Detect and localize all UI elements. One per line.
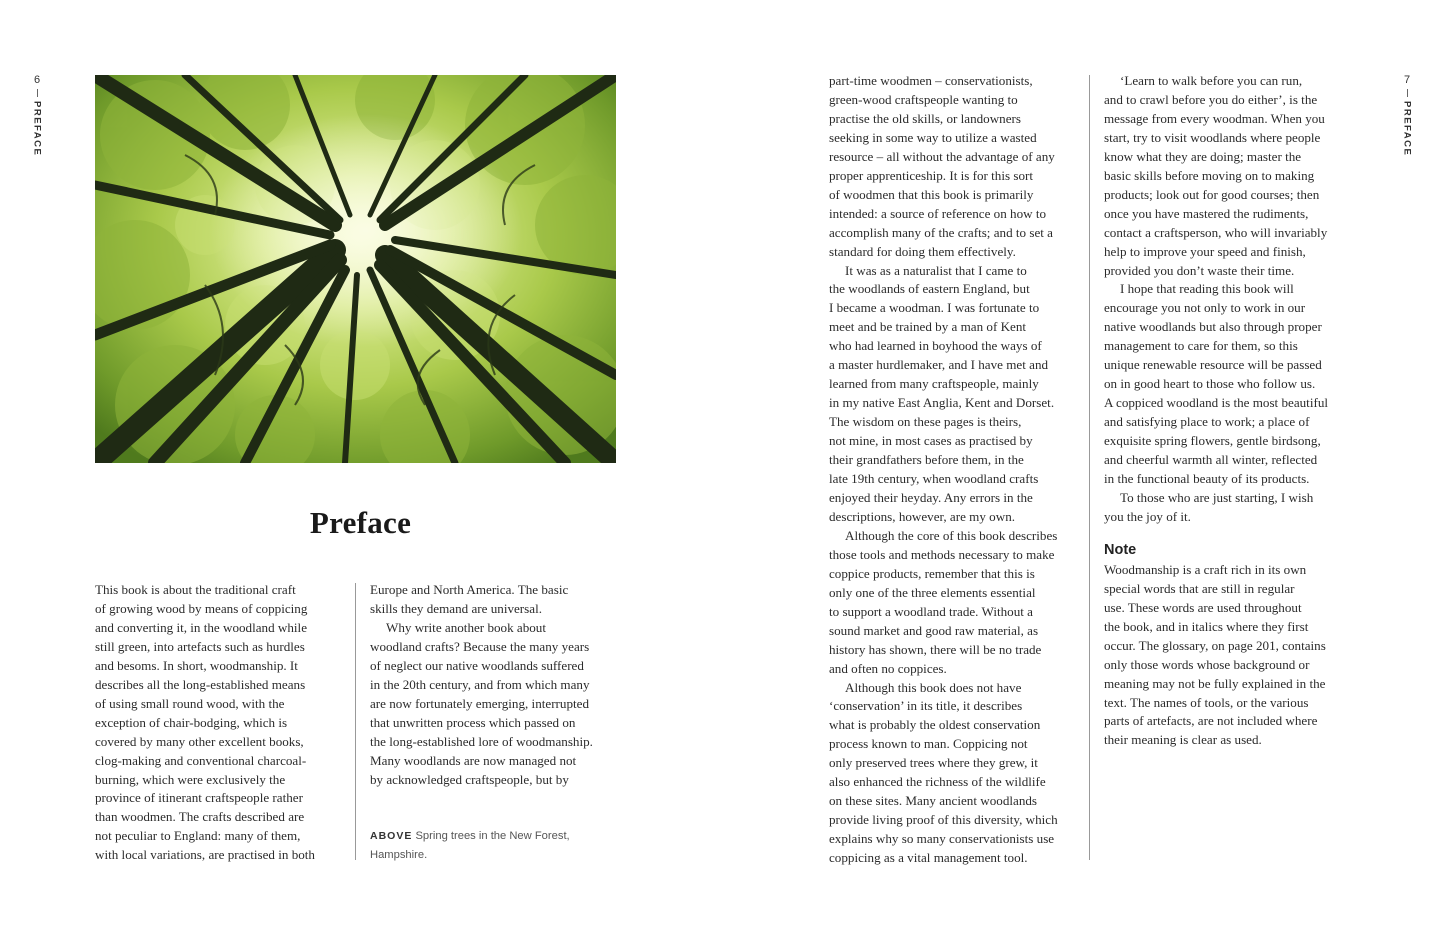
- text-line: the book, and in italics where they first: [1104, 618, 1309, 634]
- text-line: of using small round wood, with the: [95, 695, 285, 711]
- text-line: and converting it, in the woodland while: [95, 619, 307, 635]
- text-line: in my native East Anglia, Kent and Dorset.: [829, 395, 1055, 411]
- text-line: in the functional beauty of its products.: [1104, 471, 1310, 487]
- text-line: The wisdom on these pages is theirs,: [829, 414, 1022, 430]
- text-line: meet and be trained by a man of Kent: [829, 319, 1027, 335]
- text-line: seeking in some way to utilize a wasted: [829, 129, 1037, 145]
- paragraph: [829, 527, 1084, 679]
- paragraph: [370, 581, 620, 619]
- text-line: accomplish many of the crafts; and to set a: [829, 224, 1053, 240]
- text-line: I hope that reading this book will: [1120, 281, 1294, 297]
- text-line: those tools and methods necessary to make: [829, 546, 1055, 562]
- text-line: Woodmanship is a craft rich in its own: [1104, 561, 1307, 577]
- text-line: native woodlands but also through proper: [1104, 319, 1322, 335]
- forest-canopy-photo: [95, 75, 616, 463]
- text-line: exquisite spring flowers, gentle birdsong,: [1104, 433, 1321, 449]
- right-running-head: PREFACE: [1401, 101, 1413, 157]
- text-line: coppicing as a vital management tool.: [829, 850, 1028, 866]
- text-line: you the joy of it.: [1104, 508, 1191, 524]
- text-line: only preserved trees where they grew, it: [829, 755, 1038, 771]
- text-line: standard for doing them effectively.: [829, 243, 1016, 259]
- text-line: who had learned in boyhood the ways of: [829, 338, 1042, 354]
- right-column-2: [1104, 72, 1359, 750]
- text-line: start, try to visit woodlands where people: [1104, 129, 1321, 145]
- text-line: to support a woodland trade. Without a: [829, 603, 1033, 619]
- text-line: their meaning is clear as used.: [1104, 732, 1262, 748]
- text-line: proper apprenticeship. It is for this sort: [829, 167, 1033, 183]
- text-line: still green, into artefacts such as hurdles: [95, 638, 305, 654]
- left-column-1: [95, 581, 340, 865]
- text-line: products; look out for good courses; then: [1104, 186, 1320, 202]
- text-line: Europe and North America. The basic: [370, 582, 569, 597]
- text-line: also enhanced the richness of the wildlife: [829, 774, 1046, 790]
- text-line: This book is about the traditional craft: [95, 582, 296, 597]
- paragraph: [829, 679, 1084, 869]
- text-line: once you have mastered the rudiments,: [1104, 205, 1309, 221]
- text-line: A coppiced woodland is the most beautiful: [1104, 395, 1329, 411]
- forest-canopy-illustration: [95, 75, 616, 463]
- note-paragraph: [1104, 561, 1359, 751]
- caption-label: ABOVE: [370, 830, 413, 842]
- text-line: not peculiar to England: many of them,: [95, 828, 301, 844]
- folio-rule: [37, 89, 38, 97]
- text-line: and often no coppices.: [829, 660, 947, 676]
- paragraph: [829, 72, 1084, 262]
- text-line: a master hurdlemaker, and I have met and: [829, 357, 1049, 373]
- text-line: sound market and good raw material, as: [829, 622, 1039, 638]
- text-line: and satisfying place to work; a place of: [1104, 414, 1310, 430]
- text-line: the woodlands of eastern England, but: [829, 281, 1030, 297]
- text-line: intended: a source of reference on how to: [829, 205, 1047, 221]
- text-line: woodland crafts? Because the many years: [370, 638, 590, 654]
- left-folio: [27, 74, 47, 156]
- text-line: of woodmen that this book is primarily: [829, 186, 1034, 202]
- paragraph: [1104, 280, 1359, 488]
- text-line: message from every woodman. When you: [1104, 110, 1325, 126]
- text-line: use. These words are used throughout: [1104, 599, 1302, 615]
- text-line: parts of artefacts, are not included where: [1104, 713, 1318, 729]
- text-line: of neglect our native woodlands suffered: [370, 657, 584, 673]
- left-column-2: [370, 581, 620, 789]
- right-column-2-body: [1104, 72, 1359, 527]
- text-line: Why write another book about: [386, 619, 546, 635]
- text-line: with local variations, are practised in both: [95, 847, 315, 863]
- text-line: than woodmen. The crafts described are: [95, 809, 305, 825]
- text-line: explains why so many conservationists use: [829, 831, 1055, 847]
- text-line: and to crawl before you do either’, is the: [1104, 91, 1318, 107]
- text-line: basic skills before moving on to making: [1104, 167, 1315, 183]
- text-line: special words that are still in regular: [1104, 580, 1295, 596]
- column-divider: [355, 583, 356, 860]
- caption-text-line2: Hampshire.: [370, 849, 428, 861]
- folio-rule: [1407, 89, 1408, 97]
- text-line: text. The names of tools, or the various: [1104, 694, 1309, 710]
- text-line: encourage you not only to work in our: [1104, 300, 1306, 316]
- note-heading: Note: [1104, 541, 1137, 558]
- text-line: province of itinerant craftspeople rather: [95, 790, 303, 806]
- text-line: are now fortunately emerging, interrupted: [370, 695, 590, 711]
- paragraph: [829, 262, 1084, 527]
- text-line: part-time woodmen – conservationists,: [829, 73, 1033, 88]
- text-line: Many woodlands are now managed not: [370, 752, 577, 768]
- text-line: ‘conservation’ in its title, it describes: [829, 698, 1023, 714]
- text-line: unique renewable resource will be passed: [1104, 357, 1322, 373]
- text-line: coppice products, remember that this is: [829, 565, 1035, 581]
- column-divider: [1089, 75, 1090, 860]
- text-line: by acknowledged craftspeople, but by: [370, 771, 569, 787]
- text-line: To those who are just starting, I wish: [1120, 489, 1314, 505]
- paragraph: [370, 619, 620, 790]
- text-line: clog-making and conventional charcoal-: [95, 752, 307, 768]
- text-line: ‘Learn to walk before you can run,: [1120, 73, 1303, 88]
- text-line: on in good heart to those who follow us.: [1104, 376, 1316, 392]
- text-line: resource – all without the advantage of any: [829, 148, 1055, 164]
- text-line: late 19th century, when woodland crafts: [829, 471, 1039, 487]
- text-line: exception of chair-bodging, which is: [95, 714, 288, 730]
- text-line: meaning may not be fully explained in the: [1104, 675, 1326, 691]
- text-line: covered by many other excellent books,: [95, 733, 304, 749]
- left-running-head: PREFACE: [31, 101, 43, 157]
- text-line: the long-established lore of woodmanship.: [370, 733, 593, 749]
- text-line: It was as a naturalist that I came to: [845, 262, 1027, 278]
- text-line: I became a woodman. I was fortunate to: [829, 300, 1040, 316]
- text-line: enjoyed their heyday. Any errors in the: [829, 489, 1033, 505]
- text-line: provide living proof of this diversity, which: [829, 812, 1058, 828]
- text-line: practise the old skills, or landowners: [829, 110, 1022, 126]
- text-line: occur. The glossary, on page 201, contains: [1104, 637, 1326, 653]
- right-page-number: 7: [1403, 74, 1411, 86]
- paragraph: [1104, 489, 1359, 527]
- text-line: only those words whose background or: [1104, 656, 1310, 672]
- text-line: history has shown, there will be no trade: [829, 641, 1042, 657]
- text-line: their grandfathers before them, in the: [829, 452, 1024, 468]
- text-line: contact a craftsperson, who will invariably: [1104, 224, 1328, 240]
- text-line: process known to man. Coppicing not: [829, 736, 1028, 752]
- text-line: learned from many craftspeople, mainly: [829, 376, 1039, 392]
- text-line: in the 20th century, and from which many: [370, 676, 590, 692]
- text-line: of growing wood by means of coppicing: [95, 600, 308, 616]
- text-line: management to care for them, so this: [1104, 338, 1298, 354]
- text-line: not mine, in most cases as practised by: [829, 433, 1033, 449]
- text-line: and besoms. In short, woodmanship. It: [95, 657, 298, 673]
- text-line: help to improve your speed and finish,: [1104, 243, 1306, 259]
- text-line: and cheerful warmth all winter, reflected: [1104, 452, 1318, 468]
- text-line: know what they are doing; master the: [1104, 148, 1302, 164]
- text-line: what is probably the oldest conservation: [829, 717, 1041, 733]
- left-page-number: 6: [33, 74, 41, 86]
- text-line: that unwritten process which passed on: [370, 714, 576, 730]
- caption-text-line1: Spring trees in the New Forest,: [412, 830, 570, 842]
- right-folio: [1397, 74, 1417, 156]
- text-line: skills they demand are universal.: [370, 600, 542, 616]
- text-line: green-wood craftspeople wanting to: [829, 91, 1018, 107]
- text-line: descriptions, however, are my own.: [829, 508, 1016, 524]
- text-line: burning, which were exclusively the: [95, 771, 286, 787]
- text-line: only one of the three elements essential: [829, 584, 1036, 600]
- right-column-1: [829, 72, 1084, 868]
- page-title: Preface: [309, 505, 412, 540]
- text-line: on these sites. Many ancient woodlands: [829, 793, 1038, 809]
- left-page: [0, 0, 722, 939]
- right-page: [722, 0, 1445, 939]
- photo-caption: [370, 827, 570, 865]
- text-line: Although the core of this book describes: [845, 527, 1058, 543]
- text-line: describes all the long-established means: [95, 676, 306, 692]
- text-line: provided you don’t waste their time.: [1104, 262, 1295, 278]
- paragraph: [1104, 72, 1359, 280]
- text-line: Although this book does not have: [845, 679, 1022, 695]
